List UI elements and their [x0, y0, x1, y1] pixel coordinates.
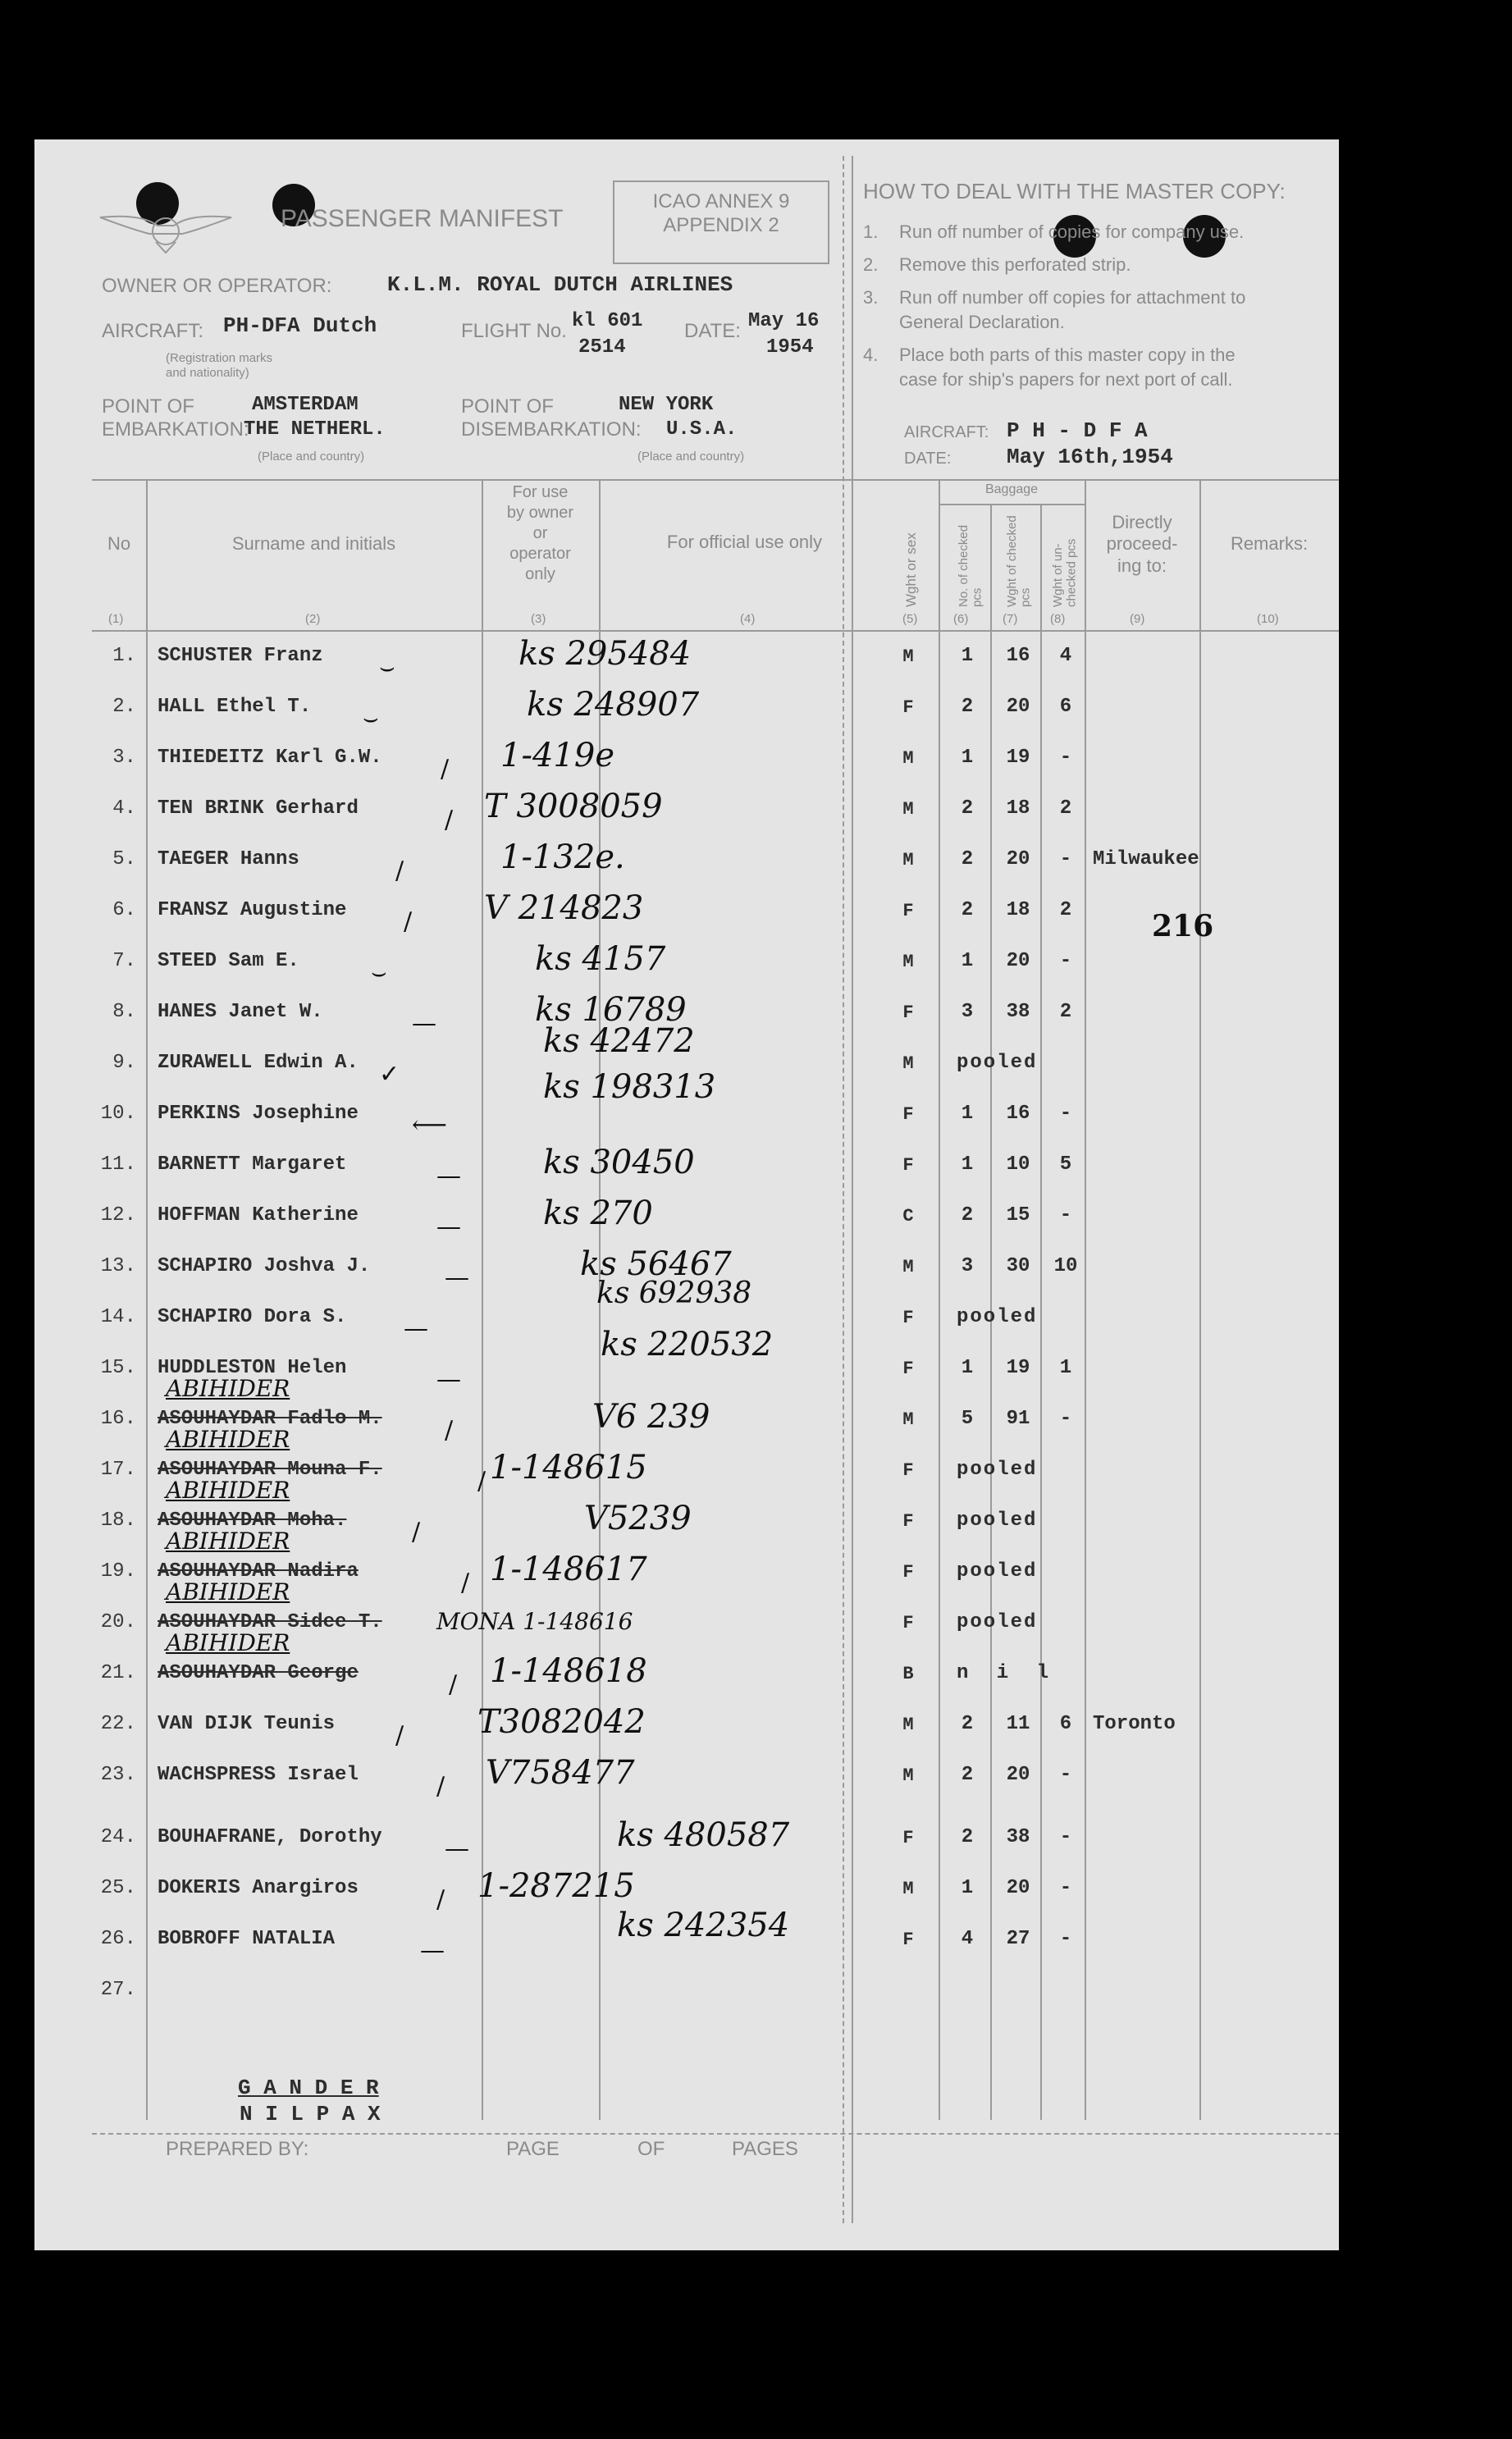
owner-value: K.L.M. ROYAL DUTCH AIRLINES [387, 272, 733, 297]
col-header-baggage: Baggage [984, 482, 1039, 496]
flight-value-1: kl 601 [572, 310, 643, 332]
manifest-page [34, 139, 1339, 2250]
embark-value-2: THE NETHERL. [244, 418, 386, 441]
embark-note: (Place and country) [258, 450, 365, 464]
perforation-edge [852, 156, 853, 2223]
col-num: (5) [902, 612, 918, 626]
table-row: 26. BOBROFF NATALIA — ks 242354 F 4 27 - [100, 1907, 1072, 1965]
table-row: 17. ABIHIDER ASOUHAYDAR Mouna F. / 1-148615 F pooled [100, 1426, 1038, 1496]
col-num: (6) [953, 612, 969, 626]
instruction-item: 1. Run off number of copies for company use. [863, 222, 1245, 242]
table-bottom-rule [92, 2133, 1339, 2135]
flight-label: FLIGHT No. [461, 320, 567, 342]
instr-aircraft-value: P H - D F A [1007, 418, 1148, 443]
table-row: 18. ABIHIDER ASOUHAYDAR Moha. / V5239 F pooled [100, 1477, 1038, 1546]
perforation-line [843, 156, 844, 2223]
disembark-value-1: NEW YORK [619, 394, 714, 416]
table-row: 24. BOUHAFRANE, Dorothy — ks 480587 F 2 38 - [100, 1816, 1072, 1863]
table-row: 9. ZURAWELL Edwin A. ✓ ks 42472 M pooled [112, 1022, 1038, 1089]
table-row: 21. ABIHIDER ASOUHAYDAR George / 1-148618 B n i l [100, 1629, 1057, 1699]
icao-box [613, 180, 829, 264]
date-label: DATE: [684, 320, 741, 342]
table-row: 8. HANES Janet W. — ks 16789 F 3 38 2 [112, 991, 1072, 1038]
table-row: 22. VAN DIJK Teunis / T3082042 M 2 11 6 Toronto [100, 1703, 1176, 1750]
disembark-label-1: POINT OF [461, 395, 554, 418]
icao-line-1: ICAO ANNEX 9 [652, 190, 790, 212]
col-num: (2) [305, 612, 321, 626]
winged-crown-logo-icon [92, 197, 240, 254]
prepared-by-label: PREPARED BY: [166, 2138, 309, 2160]
table-row: 10. PERKINS Josephine ⟵ ks 198313 F 1 16 - [100, 1068, 1072, 1140]
nilpax-note: N I L P A X [240, 2102, 381, 2126]
embark-label-1: POINT OF [102, 395, 194, 418]
instr-date-label: DATE: [904, 450, 952, 468]
date-value-1: May 16 [748, 310, 820, 332]
table-row: 16. ABIHIDER ASOUHAYDAR Fadlo M. / V6 239 M 5 91 - [100, 1375, 1072, 1445]
col-header-checked-pcs: No. of checked pcs [957, 524, 984, 607]
owner-label: OWNER OR OPERATOR: [102, 275, 332, 297]
instruction-item: 3. Run off number off copies for attachment to [863, 287, 1246, 308]
date-value-2: 1954 [766, 336, 814, 359]
instructions-list [863, 220, 1245, 392]
aircraft-label: AIRCRAFT: [102, 320, 204, 342]
aircraft-value: PH-DFA Dutch [223, 313, 377, 338]
table-row: 15. HUDDLESTON Helen — ks 220532 F 1 19 1 [100, 1326, 1072, 1394]
col-header-owner-use: For use by owner or operator only [506, 483, 574, 583]
col-num: (1) [108, 612, 124, 626]
col-header-remarks: Remarks: [1230, 533, 1309, 554]
of-label: OF [637, 2138, 665, 2160]
instruction-item: case for ship's papers for next port of call. [899, 369, 1233, 390]
aircraft-note-2: and nationality) [166, 366, 249, 380]
table-row: 3. THIEDEITZ Karl G.W. / 1-419e M 1 19 - [112, 737, 1072, 783]
stamp-number: 216 [1152, 909, 1214, 943]
col-header-unchecked-wght: Wght of un-checked pcs [1051, 538, 1079, 607]
gander-note: G A N D E R [238, 2076, 379, 2100]
col-num: (8) [1050, 612, 1066, 626]
page-label: PAGE [506, 2138, 560, 2160]
col-header-surname: Surname and initials [231, 533, 396, 554]
table-row: 27. [100, 1979, 136, 2001]
table-row: 6. FRANSZ Augustine / V 214823 F 2 18 2 [112, 889, 1072, 936]
table-row: 20. ABIHIDER ASOUHAYDAR Sidee T. MONA 1-148616 F pooled [100, 1578, 1038, 1635]
pages-label: PAGES [732, 2138, 798, 2160]
table-top-rule [92, 479, 1339, 481]
table-row: 5. TAEGER Hanns / 1-132e. M 2 20 - Milwaukee [112, 838, 1199, 885]
col-num: (7) [1003, 612, 1018, 626]
disembark-value-2: U.S.A. [666, 418, 738, 441]
table-row: 23. WACHSPRESS Israel / V758477 M 2 20 - [100, 1754, 1072, 1801]
table-row: 14. SCHAPIRO Dora S. — ks 692938 F pooled [100, 1277, 1038, 1343]
table-row: 13. SCHAPIRO Joshva J. — ks 56467 M 3 30 10 [100, 1245, 1078, 1292]
col-header-checked-wght: Wght of checked pcs [1005, 515, 1033, 607]
form-title: PASSENGER MANIFEST [281, 205, 564, 232]
table-row: 11. BARNETT Margaret — ks 30450 F 1 10 5 [100, 1144, 1072, 1190]
col-header-directly: Directly proceed- ing to: [1106, 512, 1178, 576]
col-num: (4) [740, 612, 756, 626]
disembark-label-2: DISEMBARKATION: [461, 418, 642, 441]
col-num: (3) [531, 612, 546, 626]
aircraft-note-1: (Registration marks [166, 351, 273, 365]
table-row: 2. HALL Ethel T. ⌣ ks 248907 F 2 20 6 [112, 686, 1072, 733]
table-row: 1. SCHUSTER Franz ⌣ ks 295484 M 1 16 4 [112, 635, 1072, 682]
instructions-title: HOW TO DEAL WITH THE MASTER COPY: [863, 179, 1286, 203]
table-row: 19. ABIHIDER ASOUHAYDAR Nadira / 1-148617 F pooled [100, 1528, 1038, 1597]
flight-value-2: 2514 [578, 336, 626, 359]
col-num: (9) [1130, 612, 1145, 626]
table-row: 7. STEED Sam E. ⌣ ks 4157 M 1 20 - [112, 940, 1072, 987]
icao-line-2: APPENDIX 2 [663, 213, 779, 236]
baggage-rule [939, 504, 1085, 505]
col-header-sex: Wght or sex [903, 532, 919, 607]
instruction-item: General Declaration. [899, 312, 1065, 332]
instruction-item: 2. Remove this perforated strip. [863, 254, 1131, 275]
embark-label-2: EMBARKATION: [102, 418, 249, 441]
instruction-item: 4. Place both parts of this master copy in the [863, 345, 1236, 365]
table-row: 25. DOKERIS Anargiros / 1-287215 M 1 20 - [100, 1867, 1072, 1914]
embark-value-1: AMSTERDAM [252, 394, 359, 416]
table-row: 12. HOFFMAN Katherine — ks 270 C 2 15 - [100, 1194, 1072, 1241]
col-header-official-use: For official use only [666, 532, 823, 552]
table-row: 4. TEN BRINK Gerhard / T 3008059 M 2 18 2 [112, 788, 1072, 834]
col-header-no: No [107, 533, 131, 554]
instr-date-value: May 16th,1954 [1007, 445, 1173, 469]
col-num: (10) [1257, 612, 1279, 626]
instr-aircraft-label: AIRCRAFT: [904, 423, 989, 441]
disembark-note: (Place and country) [637, 450, 745, 464]
